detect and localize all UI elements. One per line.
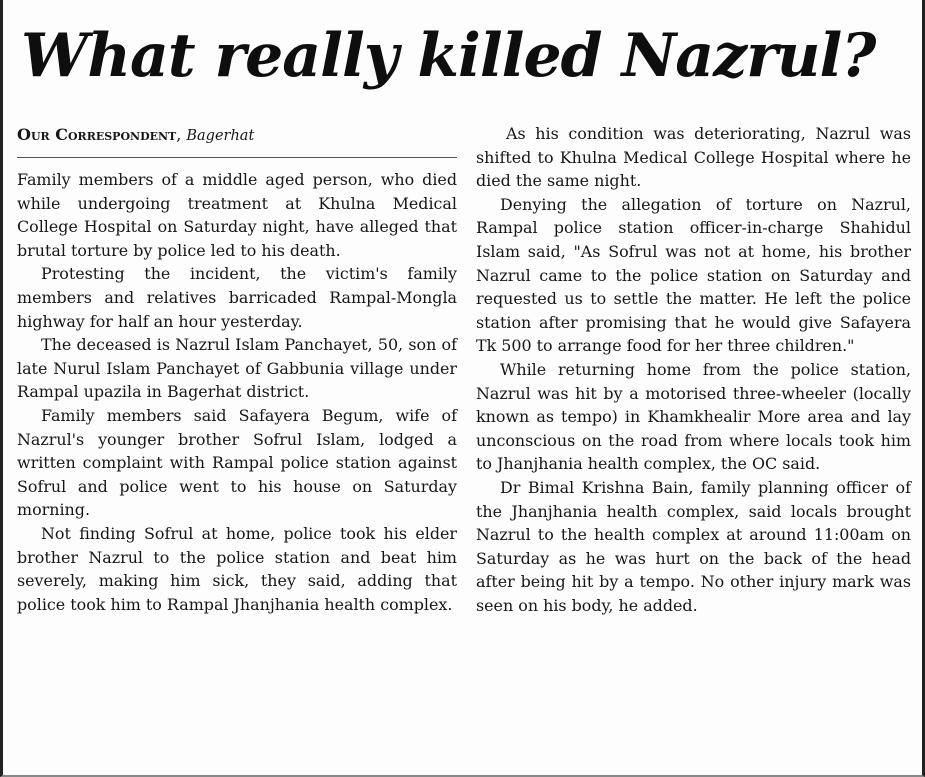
paragraph: Family members of a middle aged person, who died while undergoing treatment at Khulna Medical College Hospital on Saturday night, have alleged that brutal torture by police led to his death. [17, 170, 457, 260]
paragraph: As his condition was deteriorating, Nazrul was shifted to Khulna Medical College Hospital where he died the same night. [476, 124, 911, 191]
paragraph: While returning home from the police station, Nazrul was hit by a motorised three-wheeler (locally known as tempo) in Khamkhealir More area and lay unconscious on the road from where locals took him to Jhanjhania health complex, the OC said. [476, 359, 911, 474]
article-column-left [17, 122, 457, 616]
paragraph: Protesting the incident, the victim's family members and relatives barricaded Rampal-Mongla highway for half an hour yesterday. [17, 264, 457, 331]
byline-place: Bagerhat [186, 128, 255, 144]
byline-correspondent: Our Correspondent [17, 125, 177, 144]
byline-separator: , [176, 125, 182, 144]
byline [17, 122, 457, 158]
headline: What really killed Nazrul? [21, 21, 876, 91]
paragraph: Denying the allegation of torture on Nazrul, Rampal police station officer-in-charge Shahidul Islam said, "As Sofrul was not at home, his brother Nazrul came to the police station on Saturday and requested us to settle the matter. He left the police station after promising that he would give Safayera Tk 500 to arrange food for her three children." [476, 194, 911, 356]
article-column-right [476, 122, 911, 617]
paragraph: Not finding Sofrul at home, police took his elder brother Nazrul to the police station and beat him severely, making him sick, they said, adding that police took him to Rampal Jhanjhania health complex. [17, 523, 457, 614]
paragraph: Family members said Safayera Begum, wife of Nazrul's younger brother Sofrul Islam, lodged a written complaint with Rampal police station against Sofrul and police went to his house on Saturday morning. [17, 405, 457, 520]
paragraph: The deceased is Nazrul Islam Panchayet, 50, son of late Nurul Islam Panchayet of Gabbunia village under Rampal upazila in Bagerhat district. [17, 335, 457, 402]
paragraph: Dr Bimal Krishna Bain, family planning officer of the Jhanjhania health complex, said locals brought Nazrul to the health complex at around 11:00am on Saturday as he was hurt on the back of the head after being hit by a tempo. No other injury mark was seen on his body, he added. [476, 477, 911, 615]
